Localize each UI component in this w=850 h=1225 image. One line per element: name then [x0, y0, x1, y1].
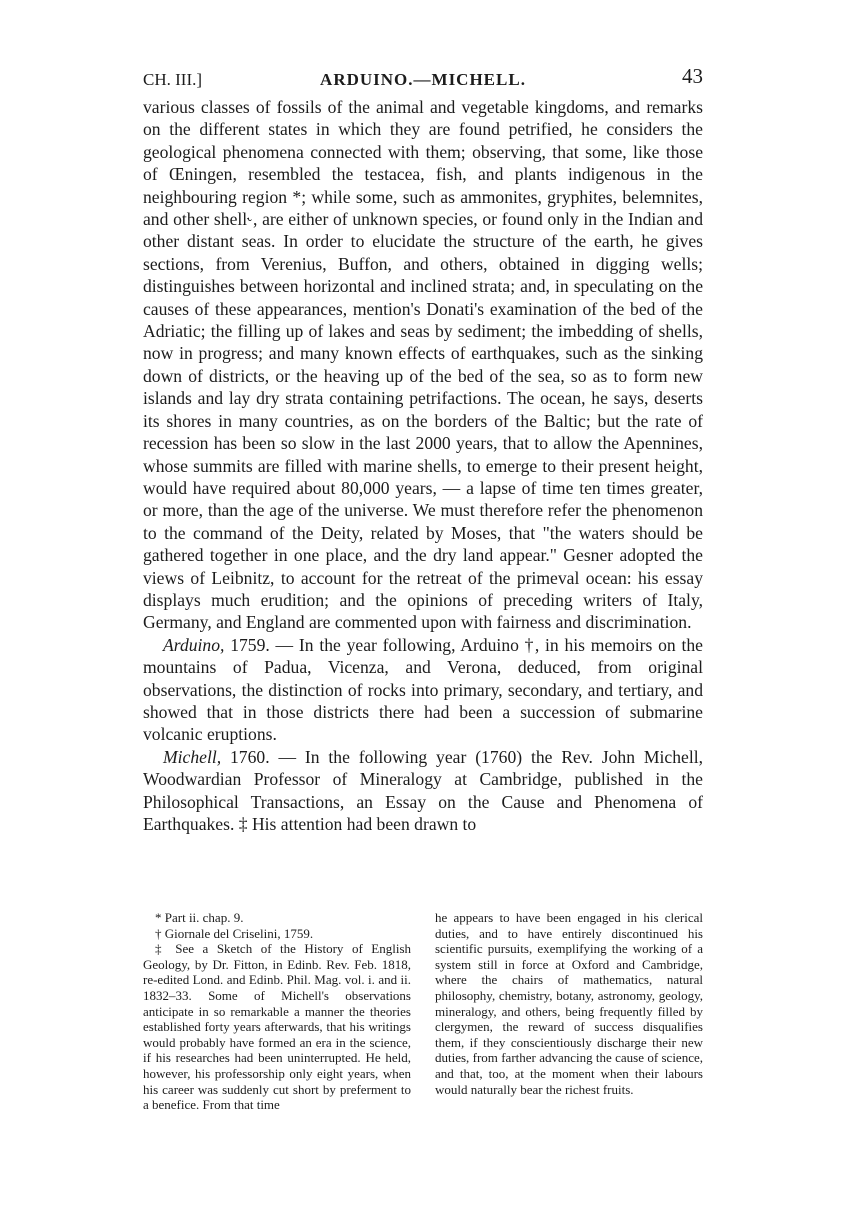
footnotes-left-column [143, 910, 411, 1113]
paragraph-arduino [143, 634, 703, 746]
arduino-heading: Arduino, [163, 634, 225, 655]
footnote-2: † Giornale del Criselini, 1759. [155, 925, 314, 941]
footnotes-right-column [435, 910, 703, 1113]
paragraph-michell [143, 746, 703, 836]
main-text [143, 96, 703, 835]
running-header [143, 64, 703, 92]
paragraph-continued: various classes of fossils of the animal and vegetable kingdoms, and remarks on the different states in which they are found petrified, he considers the geological phenomena connected with them; observing, that some, like those of Œningen, resembled the testacea, fish, and plants indigenous in the neighbouring region *; while some, such as ammonites, gryphites, belemnites, and other shell˞, are either of unknown species, or found only in the Indian and other distant seas. In order to elucidate the structure of the earth, he gives sections, from Verenius, Buffon, and others, obtained in digging wells; distinguishes between horizontal and inclined strata; and, in speculating on the causes of these appearances, mention's Donati's examination of the bed of the Adriatic; the filling up of lakes and seas by sediment; the imbedding of shells, now in progress; and many known effects of earthquakes, such as the sinking down of districts, or the heaving up of the bed of the sea, so as to form new islands and lay dry strata containing petrifactions. The ocean, he says, deserts its shores in many countries, as on the borders of the Baltic; but the rate of recession has been so slow in the last 2000 years, that to allow the Apennines, whose summits are filled with marine shells, to emerge to their present height, would have required about 80,000 years, — a lapse of time ten times greater, or more, than the age of the universe. We must therefore refer the phenomenon to the command of the Deity, related by Moses, that "the waters should be gathered together in one place, and the dry land appear." Gesner adopted the views of Leibnitz, to account for the retreat of the primeval ocean: his essay displays much erudition; and the opinions of preceding writers of Italy, Germany, and England are commented upon with fairness and discrimination. [143, 97, 703, 633]
running-title: ARDUINO.—MICHELL. [320, 70, 526, 89]
chapter-label: CH. III.] [143, 70, 203, 89]
footnote-3-continuation: he appears to have been engaged in his clerical duties, and to have entirely discontinued his scientific pursuits, exemplifying the working of a system still in force at Oxford and Cambridge, where the chairs of mathematics, natural philosophy, chemistry, botany, astronomy, geology, mineralogy, and others, being frequently filled by clergymen, the reward of success disqualifies them, if they conscientiously discharge their new duties, from farther advancing the cause of science, and that, too, at the moment when their labours would naturally bear the richest fruits. [435, 910, 703, 1097]
michell-text: 1760. — In the following year (1760) the Rev. John Michell, Woodwardian Professor of Mineralogy at Cambridge, published in the Philosophical Transactions, an Essay on the Cause and Phenomena of Earthquakes. ‡ His attention had been drawn to [143, 746, 703, 834]
page-number: 43 [682, 64, 703, 88]
footnotes [143, 910, 703, 1113]
arduino-text: 1759. — In the year following, Arduino †, in his memoirs on the mountains of Padua, Vicenza, and Verona, deduced, from original observations, the distinction of rocks into primary, secondary, and tertiary, and showed that in those districts there had been a succession of submarine volcanic eruptions. [143, 634, 703, 745]
footnote-1: * Part ii. chap. 9. [155, 910, 244, 925]
michell-heading: Michell, [163, 746, 222, 767]
footnote-3: ‡ See a Sketch of the History of English Geology, by Dr. Fitton, in Edinb. Rev. Feb. 1818, re-edited Lond. and Edinb. Phil. Mag. vol. i. and ii. 1832–33. Some of Michell's observations anticipate in so remarkable a manner the theories established forty years afterwards, that his writings would probably have formed an era in the science, if his researches had been uninterrupted. He held, however, his professorship only eight years, when his career was suddenly cut short by preferment to a benefice. From that time [143, 941, 411, 1113]
